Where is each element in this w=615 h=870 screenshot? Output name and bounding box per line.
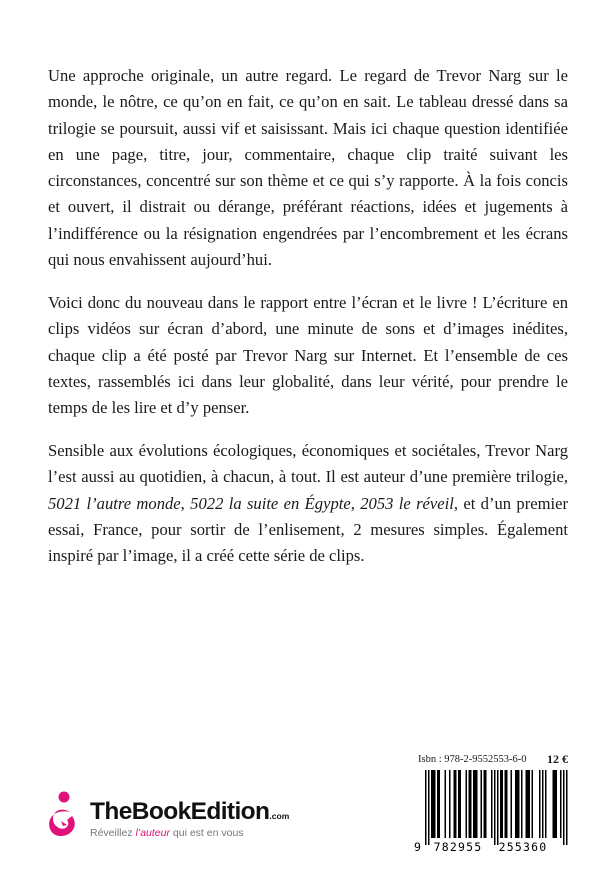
tagline-after: qui est en vous	[169, 827, 244, 839]
barcode-bar	[458, 770, 460, 838]
barcode-bar	[425, 770, 427, 845]
barcode-bar	[469, 770, 471, 838]
barcode-bar	[481, 770, 483, 838]
barcode-bar	[475, 770, 477, 838]
publisher-name: TheBookEdition	[90, 798, 270, 825]
barcode-bar	[532, 770, 534, 838]
publisher-logo-name	[90, 798, 289, 826]
paragraph-clips	[48, 290, 568, 421]
isbn-label: Isbn : 978-2-9552553-6-0	[418, 754, 527, 765]
barcode-bar	[431, 770, 433, 838]
separator-1: ,	[180, 493, 191, 513]
book-title-1: 5021 l’autre monde	[48, 493, 181, 513]
barcode-bar	[542, 770, 544, 838]
publisher-logo-icon	[48, 790, 88, 840]
barcode-bar	[466, 770, 468, 838]
barcode	[412, 768, 570, 852]
barcode-bar	[529, 770, 531, 838]
publisher-tagline	[90, 827, 244, 839]
barcode-bar	[500, 770, 502, 838]
price-label: 12 €	[547, 752, 568, 766]
paragraph-author	[48, 438, 568, 569]
barcode-bar	[506, 770, 508, 838]
barcode-bar	[433, 770, 435, 838]
barcode-bar	[434, 770, 436, 838]
author-text-part1: Sensible aux évolutions écologiques, économiques et sociétales, Trevor Narg l’est aussi au quotidien, à chacun, à tout. Il est auteur d’une première trilogie,	[48, 441, 568, 487]
barcode-bar	[485, 770, 487, 838]
barcode-bar	[470, 770, 472, 838]
barcode-digits-right: 255360	[498, 840, 548, 852]
book-title-2: 5022 la suite en Égypte	[190, 493, 351, 513]
barcode-digits-left: 782955	[433, 840, 483, 852]
barcode-bar	[556, 770, 558, 838]
paragraph-author-text	[48, 438, 568, 569]
barcode-bar	[491, 770, 493, 838]
book-title-3: 2053 le réveil	[360, 493, 454, 513]
tagline-before: Réveillez	[90, 827, 136, 839]
barcode-bar	[484, 770, 486, 838]
barcode-digit-first: 9	[414, 840, 421, 852]
tagline-accent: l’auteur	[135, 827, 170, 839]
barcode-bar	[511, 770, 513, 838]
barcode-bar	[517, 770, 519, 838]
barcode-bar	[460, 770, 462, 838]
barcode-bar	[476, 770, 478, 838]
barcode-bar	[553, 770, 555, 838]
separator-2: ,	[350, 493, 361, 513]
barcode-bar	[494, 770, 496, 845]
barcode-bar	[554, 770, 556, 838]
barcode-bar	[502, 770, 504, 838]
barcode-bar	[521, 770, 523, 838]
barcode-bar	[497, 770, 499, 845]
barcode-bar	[563, 770, 565, 845]
paragraph-intro-text: Une approche originale, un autre regard. Le regard de Trevor Narg sur le monde, le nôtre, ce qu’on en fait, ce qu’on en sait. Le tableau dressé dans sa trilogie se poursuit, aussi vif et saisissant. Mais ici chaque question identifiée en une page, titre, jour, commentaire, chaque clip traité suivant les circonstances, concentré sur son thème et ce qui s’y rapporte. À la fois concis et ouvert, il distrait ou dérange, préférant réactions, idées et jugements à l’indifférence ou la résignation engendrées par l’encombrement et les écrans qui nous envahissent aujourd’hui.	[48, 66, 568, 270]
barcode-bar	[566, 770, 568, 845]
author-text-part2: , et d’un premier essai, France, pour sortir de l’enlisement, 2 mesures simples. Également inspiré par l’image, il a créé cette série de clips.	[48, 493, 569, 566]
barcode-bar	[518, 770, 520, 838]
paragraph-clips-text: Voici donc du nouveau dans le rapport entre l’écran et le livre ! L’écriture en clips vidéos sur écran d’abord, une minute de sons et d’images inédites, chaque clip a été posté par Trevor Narg sur Internet. Et l’ensemble de ces textes, rassemblés ici dans leur globalité, dans leur vérité, pour prendre le temps de les lire et d’y penser.	[48, 293, 568, 418]
publisher-dotcom: .com	[269, 811, 290, 821]
barcode-bar	[473, 770, 475, 838]
barcode-bar	[428, 770, 430, 845]
barcode-bar	[449, 770, 451, 838]
barcode-bar	[455, 770, 457, 838]
barcode-bars	[425, 770, 568, 845]
barcode-bar	[527, 770, 529, 838]
barcode-bar	[505, 770, 507, 838]
barcode-bar	[515, 770, 517, 838]
barcode-bar	[439, 770, 441, 838]
barcode-bar	[539, 770, 541, 838]
barcode-bar	[437, 770, 439, 838]
barcode-bar	[526, 770, 528, 838]
barcode-bar	[445, 770, 447, 838]
barcode-bar	[454, 770, 456, 838]
paragraph-intro	[48, 63, 568, 273]
barcode-bar	[545, 770, 547, 838]
barcode-bar	[560, 770, 562, 838]
publisher-logo	[48, 790, 328, 850]
